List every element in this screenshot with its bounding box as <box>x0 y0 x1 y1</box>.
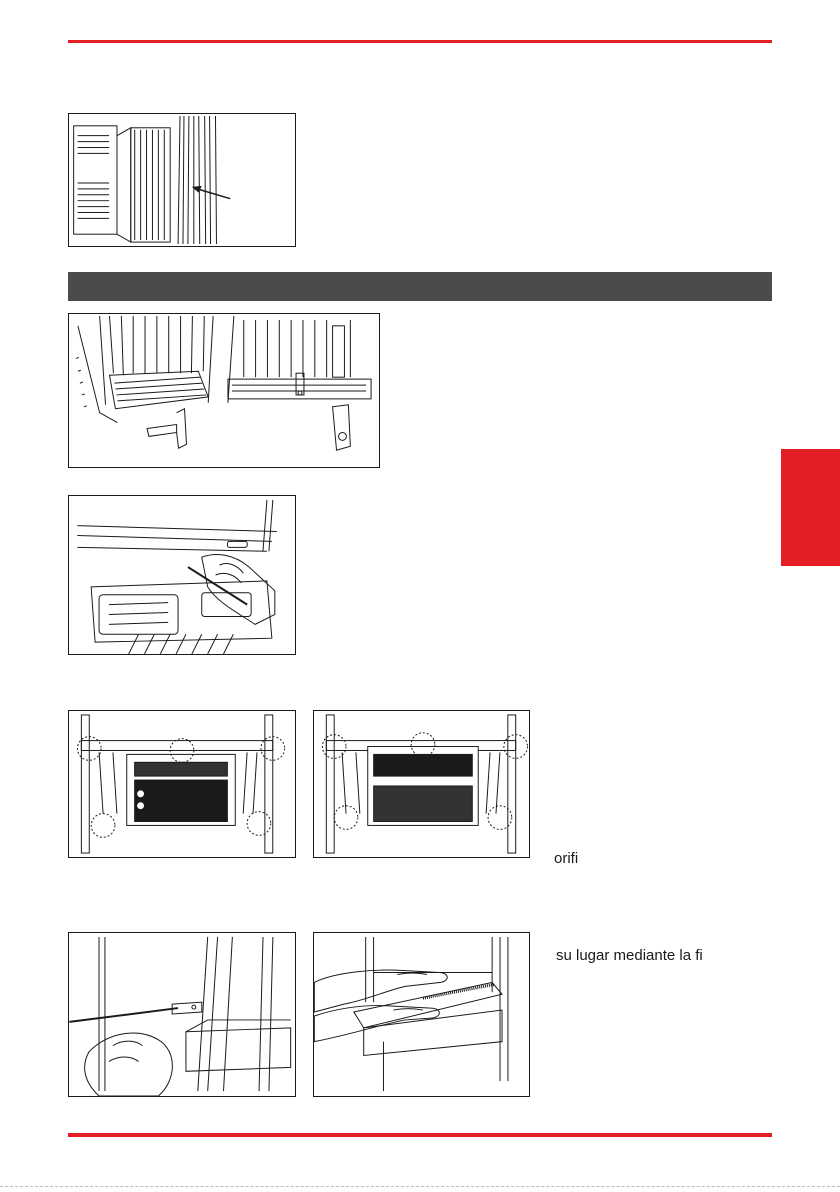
hands-press-foam-icon <box>314 933 529 1096</box>
unit-in-window-circles-alt-icon <box>314 711 529 857</box>
screwdriver-bracket-icon <box>69 933 295 1096</box>
figure-front-grille <box>68 495 296 655</box>
section-header-bar <box>68 272 772 301</box>
hand-tool-front-grille-icon <box>69 496 295 654</box>
cut-line <box>0 1186 840 1187</box>
figure-unit-circles-2 <box>313 710 530 858</box>
figure-unit-circles-1 <box>68 710 296 858</box>
window-seal-arrow-icon <box>69 114 295 246</box>
text-fragment-su-lugar: su lugar mediante la fi <box>556 947 703 964</box>
figure-sill-brackets <box>68 313 380 468</box>
header-rule <box>68 40 772 43</box>
text-fragment-orifi: orifi <box>554 850 579 867</box>
figure-hands-press-foam <box>313 932 530 1097</box>
figure-window-seal <box>68 113 296 247</box>
sill-brackets-icon <box>69 314 379 467</box>
unit-in-window-circles-icon <box>69 711 295 857</box>
figure-screwdriver-bracket <box>68 932 296 1097</box>
language-side-tab <box>781 449 840 566</box>
footer-rule <box>68 1133 772 1137</box>
